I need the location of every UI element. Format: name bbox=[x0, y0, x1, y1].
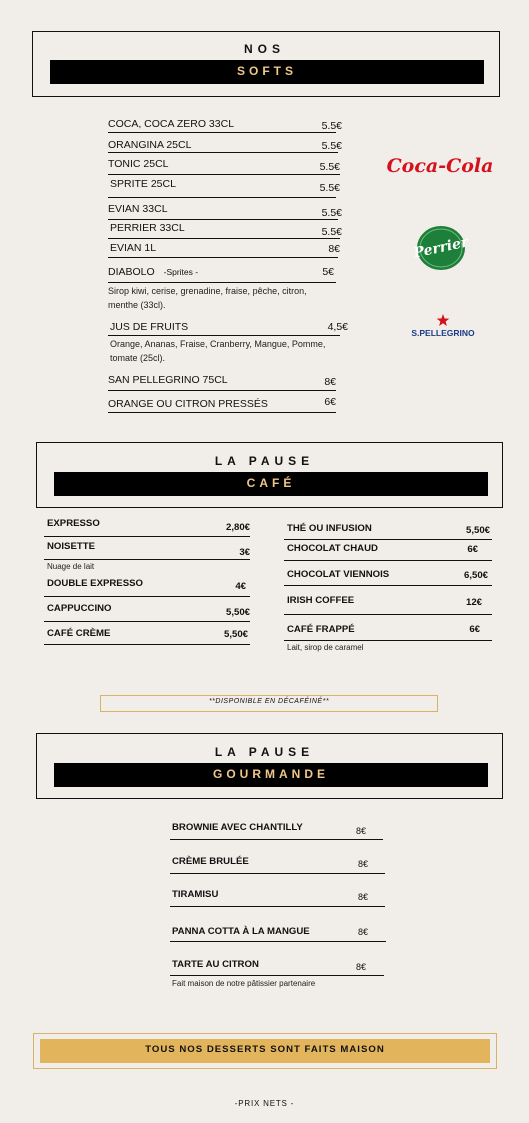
divider bbox=[108, 174, 340, 175]
divider bbox=[108, 335, 340, 336]
menu-price: 5.5€ bbox=[321, 207, 342, 219]
menu-price: 2,80€ bbox=[225, 522, 250, 533]
coca-cola-logo bbox=[386, 150, 494, 180]
decaf-text: **DISPONIBLE EN DÉCAFÉINÉ** bbox=[208, 698, 330, 705]
san-pellegrino-logo-text: S.PELLEGRINO bbox=[411, 328, 475, 338]
menu-item-note: Orange, Ananas, Fraise, Cranberry, Mangue, Pomme, tomate (25cl). bbox=[110, 339, 326, 363]
menu-price: 5,50€ bbox=[225, 607, 250, 618]
menu-price: 5.5€ bbox=[321, 226, 342, 238]
menu-item: ORANGE OU CITRON PRESSÉS bbox=[108, 398, 268, 410]
menu-price: 8€ bbox=[355, 826, 366, 836]
cafe-title-band: CAFÉ bbox=[54, 472, 488, 496]
menu-price: 8€ bbox=[357, 859, 368, 869]
divider bbox=[44, 596, 250, 597]
menu-price: 5.5€ bbox=[321, 140, 342, 152]
divider bbox=[108, 219, 338, 220]
menu-item: THÉ OU INFUSION bbox=[287, 523, 372, 534]
menu-item-note: Lait, sirop de caramel bbox=[287, 643, 364, 652]
divider bbox=[108, 152, 338, 153]
divider bbox=[108, 412, 336, 413]
menu-item: CAPPUCCINO bbox=[47, 603, 112, 614]
divider bbox=[108, 132, 336, 133]
menu-price: 4€ bbox=[235, 581, 246, 592]
menu-price: 8€ bbox=[357, 892, 368, 902]
menu-item: NOISETTE bbox=[47, 541, 95, 552]
divider bbox=[284, 585, 492, 586]
menu-item: CHOCOLAT CHAUD bbox=[287, 543, 378, 554]
menu-item: PERRIER 33CL bbox=[110, 222, 185, 234]
divider bbox=[170, 906, 385, 907]
cafe-title-top: LA PAUSE bbox=[214, 454, 315, 468]
divider bbox=[284, 614, 492, 615]
menu-price: 6€ bbox=[469, 624, 480, 635]
menu-item-note: Nuage de lait bbox=[47, 562, 95, 571]
divider bbox=[108, 238, 340, 239]
softs-title-top: NOS bbox=[243, 42, 285, 56]
divider bbox=[170, 873, 385, 874]
menu-item: JUS DE FRUITS bbox=[110, 321, 189, 333]
divider bbox=[44, 644, 250, 645]
menu-price: 5,50€ bbox=[223, 629, 248, 640]
menu-price: 8€ bbox=[324, 376, 336, 388]
divider bbox=[44, 536, 250, 537]
menu-item: IRISH COFFEE bbox=[287, 595, 355, 606]
menu-price: 6,50€ bbox=[463, 570, 488, 581]
divider bbox=[170, 975, 384, 976]
menu-item: SAN PELLEGRINO 75CL bbox=[108, 374, 228, 386]
menu-price: 5.5€ bbox=[321, 120, 342, 132]
divider bbox=[170, 941, 386, 942]
menu-price: 12€ bbox=[465, 597, 482, 608]
menu-item: CAFÉ CRÈME bbox=[47, 628, 111, 639]
menu-price: 5,50€ bbox=[465, 525, 490, 536]
menu-price: 6€ bbox=[324, 396, 336, 408]
menu-price: 3€ bbox=[239, 547, 250, 558]
divider bbox=[108, 282, 336, 283]
gourmande-title-band: GOURMANDE bbox=[54, 763, 488, 787]
menu-item-subtitle: -Sprites - bbox=[163, 267, 199, 277]
menu-price: 8€ bbox=[357, 927, 368, 937]
footer-note: -PRIX NETS - bbox=[234, 1099, 295, 1108]
menu-price: 6€ bbox=[467, 544, 478, 555]
menu-item: TIRAMISU bbox=[172, 889, 219, 900]
menu-price: 5€ bbox=[322, 266, 334, 278]
gourmande-title-top: LA PAUSE bbox=[214, 745, 315, 759]
divider bbox=[170, 839, 383, 840]
divider bbox=[108, 197, 336, 198]
menu-item-note: Fait maison de notre pâtissier partenaire bbox=[172, 979, 316, 988]
menu-item: COCA, COCA ZERO 33CL bbox=[108, 118, 235, 130]
divider bbox=[284, 560, 492, 561]
menu-item: DOUBLE EXPRESSO bbox=[47, 578, 143, 589]
divider bbox=[44, 621, 250, 622]
desserts-banner: TOUS NOS DESSERTS SONT FAITS MAISON bbox=[40, 1039, 490, 1063]
menu-price: 8€ bbox=[355, 962, 366, 972]
menu-price: 5.5€ bbox=[319, 182, 340, 194]
divider bbox=[108, 257, 338, 258]
menu-item: TONIC 25CL bbox=[108, 158, 169, 170]
menu-item bbox=[108, 266, 198, 278]
menu-item: PANNA COTTA À LA MANGUE bbox=[172, 926, 310, 937]
menu-item: EVIAN 1L bbox=[110, 242, 157, 254]
menu-item: SPRITE 25CL bbox=[110, 178, 176, 190]
menu-item: CHOCOLAT VIENNOIS bbox=[287, 569, 390, 580]
menu-item: EXPRESSO bbox=[47, 518, 100, 529]
menu-item: CAFÉ FRAPPÉ bbox=[287, 624, 355, 635]
menu-item-name: DIABOLO bbox=[108, 266, 155, 278]
menu-item-note: Sirop kiwi, cerise, grenadine, fraise, pêche, citron, menthe (33cl). bbox=[108, 286, 307, 310]
softs-title-band: SOFTS bbox=[50, 60, 484, 84]
menu-item: BROWNIE AVEC CHANTILLY bbox=[172, 822, 303, 833]
menu-price: 4,5€ bbox=[327, 321, 348, 333]
menu-price: 5.5€ bbox=[319, 161, 340, 173]
perrier-logo-text: Perrier bbox=[412, 234, 470, 262]
perrier-logo bbox=[412, 224, 470, 272]
menu-item: TARTE AU CITRON bbox=[172, 959, 259, 970]
menu-item: EVIAN 33CL bbox=[108, 203, 168, 215]
divider bbox=[284, 539, 492, 540]
menu-price: 8€ bbox=[328, 243, 340, 255]
menu-item: CRÈME BRULÉE bbox=[172, 856, 249, 867]
coca-cola-logo-text: Coca-Cola bbox=[386, 155, 494, 177]
san-pellegrino-logo bbox=[406, 312, 480, 340]
divider bbox=[108, 390, 336, 391]
menu-item: ORANGINA 25CL bbox=[108, 139, 192, 151]
